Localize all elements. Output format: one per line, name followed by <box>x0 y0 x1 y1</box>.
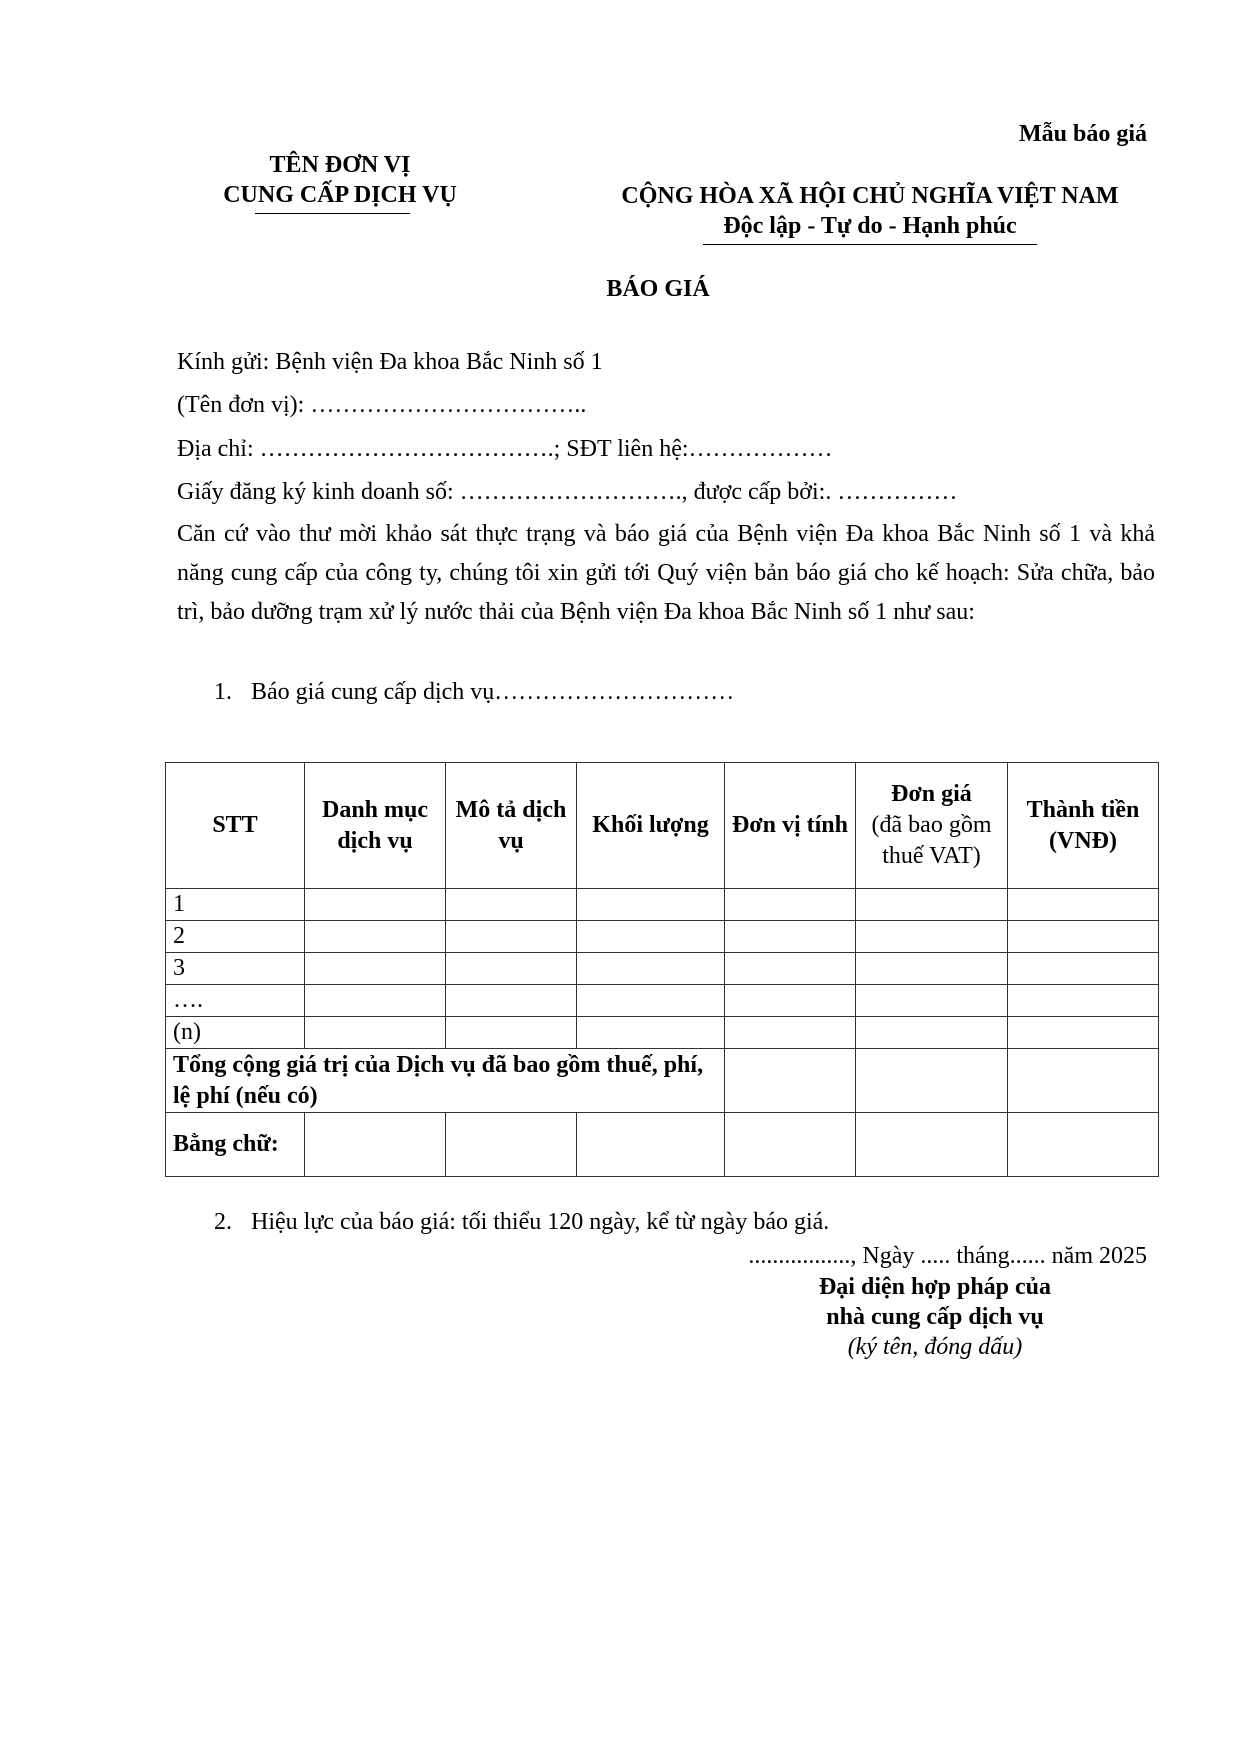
item2-number: 2. <box>214 1209 232 1235</box>
table-row <box>166 1017 1159 1049</box>
unit-price-title: Đơn giá <box>891 781 972 807</box>
recipient-line: Kính gửi: Bệnh viện Đa khoa Bắc Ninh số 1 <box>177 349 603 375</box>
table-row <box>166 889 1159 921</box>
unit-price-note: (đã bao gồm thuế VAT) <box>871 812 992 869</box>
signature-note: (ký tên, đóng dấu) <box>847 1334 1023 1360</box>
header-left-line2: CUNG CẤP DỊCH VỤ <box>223 182 457 208</box>
words-row-label: Bằng chữ: <box>166 1113 305 1177</box>
table-row <box>166 985 1159 1017</box>
quotation-table <box>165 762 1159 1177</box>
national-motto: Độc lập - Tự do - Hạnh phúc <box>723 213 1017 239</box>
total-row <box>166 1049 1159 1113</box>
item1-text: Báo giá cung cấp dịch vụ………………………… <box>251 679 735 705</box>
col-header-unit: Đơn vị tính <box>725 763 856 889</box>
row-stt: …. <box>166 985 305 1017</box>
header-left <box>150 150 530 210</box>
intro-paragraph: Căn cứ vào thư mời khảo sát thực trạng và báo giá của Bệnh viện Đa khoa Bắc Ninh số 1 và khả năng cung cấp của công ty, chúng tôi xin gửi tới Quý viện bản báo giá cho kế hoạch: Sửa chữa, bảo trì, bảo dưỡng trạm xử lý nước thải của Bệnh viện Đa khoa Bắc Ninh số 1 như sau: <box>177 521 1155 625</box>
item2-text: Hiệu lực của báo giá: tối thiểu 120 ngày, kể từ ngày báo giá. <box>251 1209 830 1235</box>
signature-line2: nhà cung cấp dịch vụ <box>826 1304 1044 1330</box>
table-row <box>166 921 1159 953</box>
business-registration-line: Giấy đăng ký kinh doanh số: ………………………., được cấp bởi:. …………… <box>177 479 958 505</box>
row-stt: 1 <box>166 889 305 921</box>
form-label: Mẫu báo giá <box>1018 121 1147 147</box>
table-row <box>166 953 1159 985</box>
signature-block <box>760 1272 1110 1362</box>
col-header-total: Thành tiền (VNĐ) <box>1008 763 1159 889</box>
row-stt: (n) <box>166 1017 305 1049</box>
item1-number: 1. <box>214 679 232 705</box>
words-row <box>166 1113 1159 1177</box>
col-header-stt: STT <box>166 763 305 889</box>
header-right <box>570 181 1170 241</box>
col-header-category: Danh mục dịch vụ <box>305 763 446 889</box>
national-title: CỘNG HÒA XÃ HỘI CHỦ NGHĨA VIỆT NAM <box>621 183 1119 209</box>
motto-underline <box>703 244 1037 245</box>
col-header-unit-price <box>856 763 1008 889</box>
signature-line1: Đại diện hợp pháp của <box>818 1274 1052 1300</box>
date-line: ................., Ngày ..... tháng...... năm 2025 <box>748 1243 1147 1269</box>
document-title: BÁO GIÁ <box>606 276 710 302</box>
address-line: Địa chỉ: ……………………………….; SĐT liên hệ:……………… <box>177 436 833 462</box>
col-header-description: Mô tả dịch vụ <box>446 763 577 889</box>
table-header-row <box>166 763 1159 889</box>
header-left-underline <box>255 213 410 214</box>
row-stt: 3 <box>166 953 305 985</box>
row-stt: 2 <box>166 921 305 953</box>
col-header-quantity: Khối lượng <box>577 763 725 889</box>
unit-name-line: (Tên đơn vị): …………………………….. <box>177 392 587 418</box>
total-row-label: Tổng cộng giá trị của Dịch vụ đã bao gồm thuế, phí, lệ phí (nếu có) <box>166 1049 725 1113</box>
header-left-line1: TÊN ĐƠN VỊ <box>269 152 411 178</box>
